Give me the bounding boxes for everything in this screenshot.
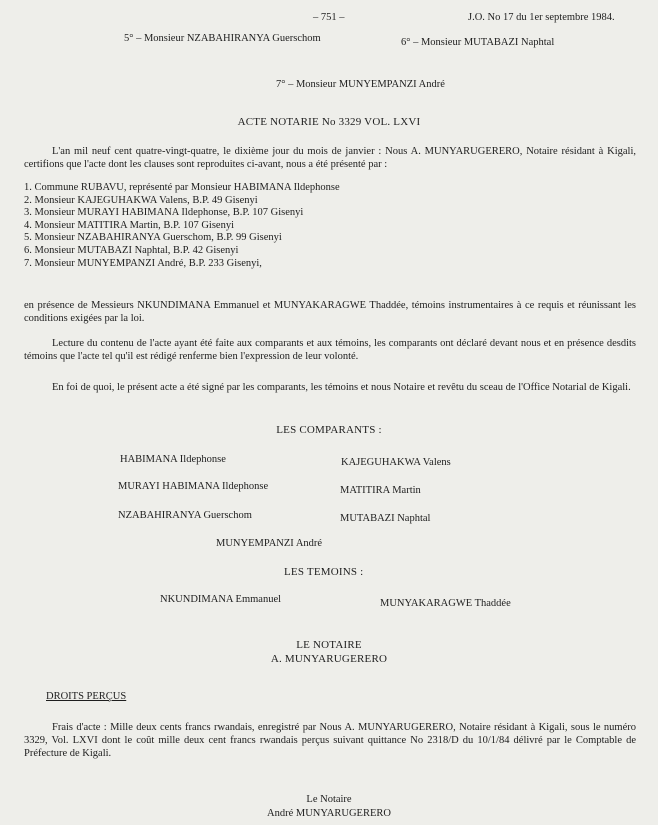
comparant-name: MATITIRA Martin — [340, 485, 421, 496]
droits-heading: DROITS PERÇUS — [46, 691, 127, 702]
closing-title: Le Notaire — [306, 794, 352, 805]
comparant-name: MUTABAZI Naphtal — [340, 513, 431, 524]
witnesses-paragraph: en présence de Messieurs NKUNDIMANA Emmanuel et MUNYAKARAGWE Thaddée, témoins instrumentaires à ce requis et réunissant les conditions exigées par la loi. — [24, 300, 636, 324]
closing-name: André MUNYARUGERERO — [267, 808, 391, 819]
page-number: – 751 – — [313, 12, 345, 23]
notary-title: LE NOTAIRE — [296, 639, 362, 651]
list-item: 4. Monsieur MATITIRA Martin, B.P. 107 Gisenyi — [24, 219, 234, 231]
signatory-7: 7° – Monsieur MUNYEMPANZI André — [276, 79, 445, 90]
notary-name: A. MUNYARUGERERO — [270, 653, 388, 665]
list-item: 7. Monsieur MUNYEMPANZI André, B.P. 233 Gisenyi, — [24, 257, 262, 269]
act-title: ACTE NOTARIE No 3329 VOL. LXVI — [237, 116, 421, 128]
witness-name: NKUNDIMANA Emmanuel — [160, 594, 282, 605]
comparant-name: MURAYI HABIMANA Ildephonse — [118, 481, 269, 492]
list-item: 6. Monsieur MUTABAZI Naphtal, B.P. 42 Gisenyi — [24, 244, 239, 256]
faith-paragraph: En foi de quoi, le présent acte a été signé par les comparants, les témoins et nous Notaire et revêtu du sceau de l'Office Notarial de Kigali. — [52, 382, 631, 393]
temoins-heading: LES TEMOINS : — [284, 566, 364, 578]
intro-paragraph: L'an mil neuf cent quatre-vingt-quatre, le dixième jour du mois de janvier : Nous A. MUNYARUGERERO, Notaire résidant à Kigali, certifions que l'acte dont les clauses sont reproduites ci-avant, nous a été présenté par : — [24, 146, 636, 170]
comparant-name: KAJEGUHAKWA Valens — [341, 457, 451, 468]
list-item: 5. Monsieur NZABAHIRANYA Guerschom, B.P. 99 Gisenyi — [24, 232, 282, 244]
comparant-name: MUNYEMPANZI André — [216, 538, 323, 549]
comparant-name: NZABAHIRANYA Guerschom — [118, 510, 252, 521]
droits-paragraph: Frais d'acte : Mille deux cents francs rwandais, enregistré par Nous A. MUNYARUGERERO, Notaire résidant à Kigali, sous le numéro 3329, Vol. LXVI dont le coût mille deux cent francs rwandais perçus suivant quittance No 2318/D du 10/1/84 délivré par le Comptable de Préfecture de Kigali. — [24, 722, 636, 759]
list-item: 3. Monsieur MURAYI HABIMANA Ildephonse, B.P. 107 Gisenyi — [24, 207, 304, 219]
comparant-name: HABIMANA Ildephonse — [120, 454, 226, 465]
list-item: 1. Commune RUBAVU, représenté par Monsieur HABIMANA Ildephonse — [24, 182, 340, 193]
reading-paragraph: Lecture du contenu de l'acte ayant été faite aux comparants et aux témoins, les comparants ont déclaré devant nous et en présence desdits témoins que l'acte tel qu'il est rédigé renferme bien l'expression de leur volonté. — [24, 338, 636, 362]
witness-name: MUNYAKARAGWE Thaddée — [380, 598, 511, 609]
list-item: 2. Monsieur KAJEGUHAKWA Valens, B.P. 49 Gisenyi — [24, 194, 258, 206]
signatory-5: 5° – Monsieur NZABAHIRANYA Guerschom — [124, 33, 321, 44]
signatory-6: 6° – Monsieur MUTABAZI Naphtal — [401, 37, 555, 48]
comparants-heading: LES COMPARANTS : — [276, 424, 382, 436]
parties-list — [24, 182, 340, 270]
journal-reference: J.O. No 17 du 1er septembre 1984. — [468, 12, 615, 23]
